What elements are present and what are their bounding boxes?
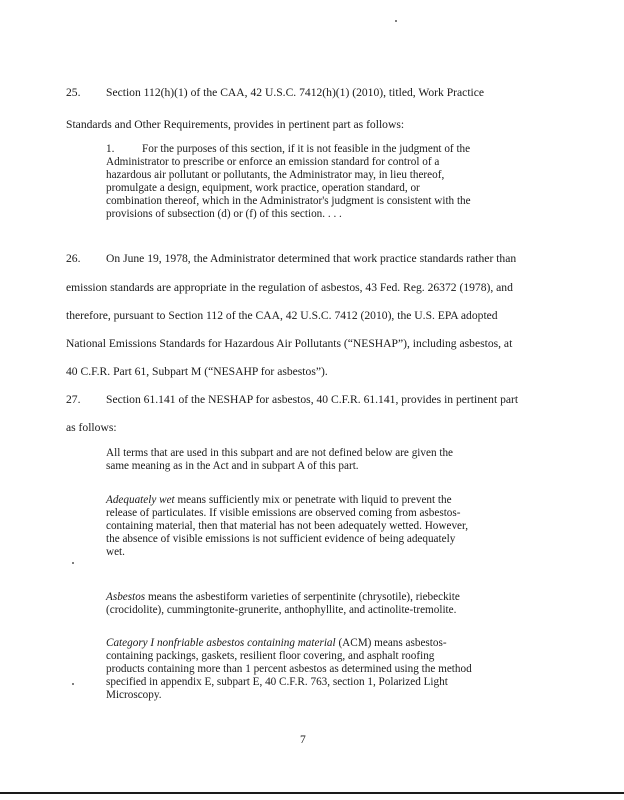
- definition-term: Adequately wet: [106, 494, 175, 506]
- para-25-line-2: Standards and Other Requirements, provides in pertinent part as follows:: [66, 118, 405, 131]
- para-27-line-2: as follows:: [66, 421, 117, 434]
- definition-adequately-wet-line-3: containing material, then that material has not been adequately wetted. However,: [106, 520, 469, 532]
- para-25-line-1: 25. Section 112(h)(1) of the CAA, 42 U.S.C. 7412(h)(1) (2010), titled, Work Practice: [66, 86, 485, 99]
- definition-adequately-wet-line-4: the absence of visible emissions is not sufficient evidence of being adequately: [106, 533, 456, 545]
- para-26-line-3: therefore, pursuant to Section 112 of the CAA, 42 U.S.C. 7412 (2010), the U.S. EPA adopted: [66, 309, 498, 322]
- para-26-number: 26.: [66, 252, 81, 265]
- definition-category-line-1: Category I nonfriable asbestos containing material (ACM) means asbestos-: [106, 637, 447, 649]
- para-27-line-1: 27. Section 61.141 of the NESHAP for asbestos, 40 C.F.R. 61.141, provides in pertinent part: [66, 393, 519, 406]
- para-26-line-2: emission standards are appropriate in the regulation of asbestos, 43 Fed. Reg. 26372 (1978), and: [66, 281, 513, 294]
- scan-speck: [395, 20, 397, 22]
- para-25-number: 25.: [66, 86, 81, 99]
- quote-25-line-1: 1. For the purposes of this section, if it is not feasible in the judgment of the: [106, 143, 471, 155]
- quote-27-intro-2: same meaning as in the Act and in subpart A of this part.: [106, 460, 359, 472]
- scan-speck: [72, 683, 74, 685]
- para-26-line-4: National Emissions Standards for Hazardous Air Pollutants (“NESHAP”), including asbestos, at: [66, 337, 513, 350]
- para-26-line-5: 40 C.F.R. Part 61, Subpart M (“NESAHP for asbestos”).: [66, 365, 328, 378]
- scan-bottom-edge: [0, 792, 624, 794]
- definition-asbestos-line-1: Asbestos means the asbestiform varieties of serpentinite (chrysotile), riebeckite: [106, 591, 460, 603]
- definition-category-line-5: Microscopy.: [106, 689, 162, 701]
- scan-speck: [72, 562, 74, 564]
- definition-adequately-wet-line-1: Adequately wet means sufficiently mix or penetrate with liquid to prevent the: [106, 494, 452, 506]
- quote-25-number: 1.: [106, 143, 115, 155]
- quote-25-line-4: promulgate a design, equipment, work practice, operation standard, or: [106, 182, 420, 194]
- definition-adequately-wet-line-5: wet.: [106, 546, 125, 558]
- definition-asbestos-line-2: (crocidolite), cummingtonite-grunerite, anthophyllite, and actinolite-tremolite.: [106, 604, 457, 616]
- quote-27-intro-1: All terms that are used in this subpart and are not defined below are given the: [106, 447, 454, 459]
- definition-term: Asbestos: [106, 591, 146, 603]
- quote-25-line-2: Administrator to prescribe or enforce an emission standard for control of a: [106, 156, 440, 168]
- para-27-number: 27.: [66, 393, 81, 406]
- quote-25-line-3: hazardous air pollutant or pollutants, the Administrator may, in lieu thereof,: [106, 169, 445, 181]
- definition-adequately-wet-line-2: release of particulates. If visible emissions are observed coming from asbestos-: [106, 507, 461, 519]
- definition-category-line-3: products containing more than 1 percent asbestos as determined using the method: [106, 663, 472, 675]
- definition-category-line-2: containing packings, gaskets, resilient floor covering, and asphalt roofing: [106, 650, 435, 662]
- quote-25-line-6: provisions of subsection (d) or (f) of this section. . . .: [106, 208, 342, 220]
- quote-25-line-5: combination thereof, which in the Administrator's judgment is consistent with the: [106, 195, 471, 207]
- para-26-line-1: 26. On June 19, 1978, the Administrator determined that work practice standards rather than: [66, 252, 517, 265]
- definition-term: Category I nonfriable asbestos containing material: [106, 637, 336, 649]
- page-number: 7: [300, 733, 306, 746]
- definition-category-line-4: specified in appendix E, subpart E, 40 C.F.R. 763, section 1, Polarized Light: [106, 676, 448, 688]
